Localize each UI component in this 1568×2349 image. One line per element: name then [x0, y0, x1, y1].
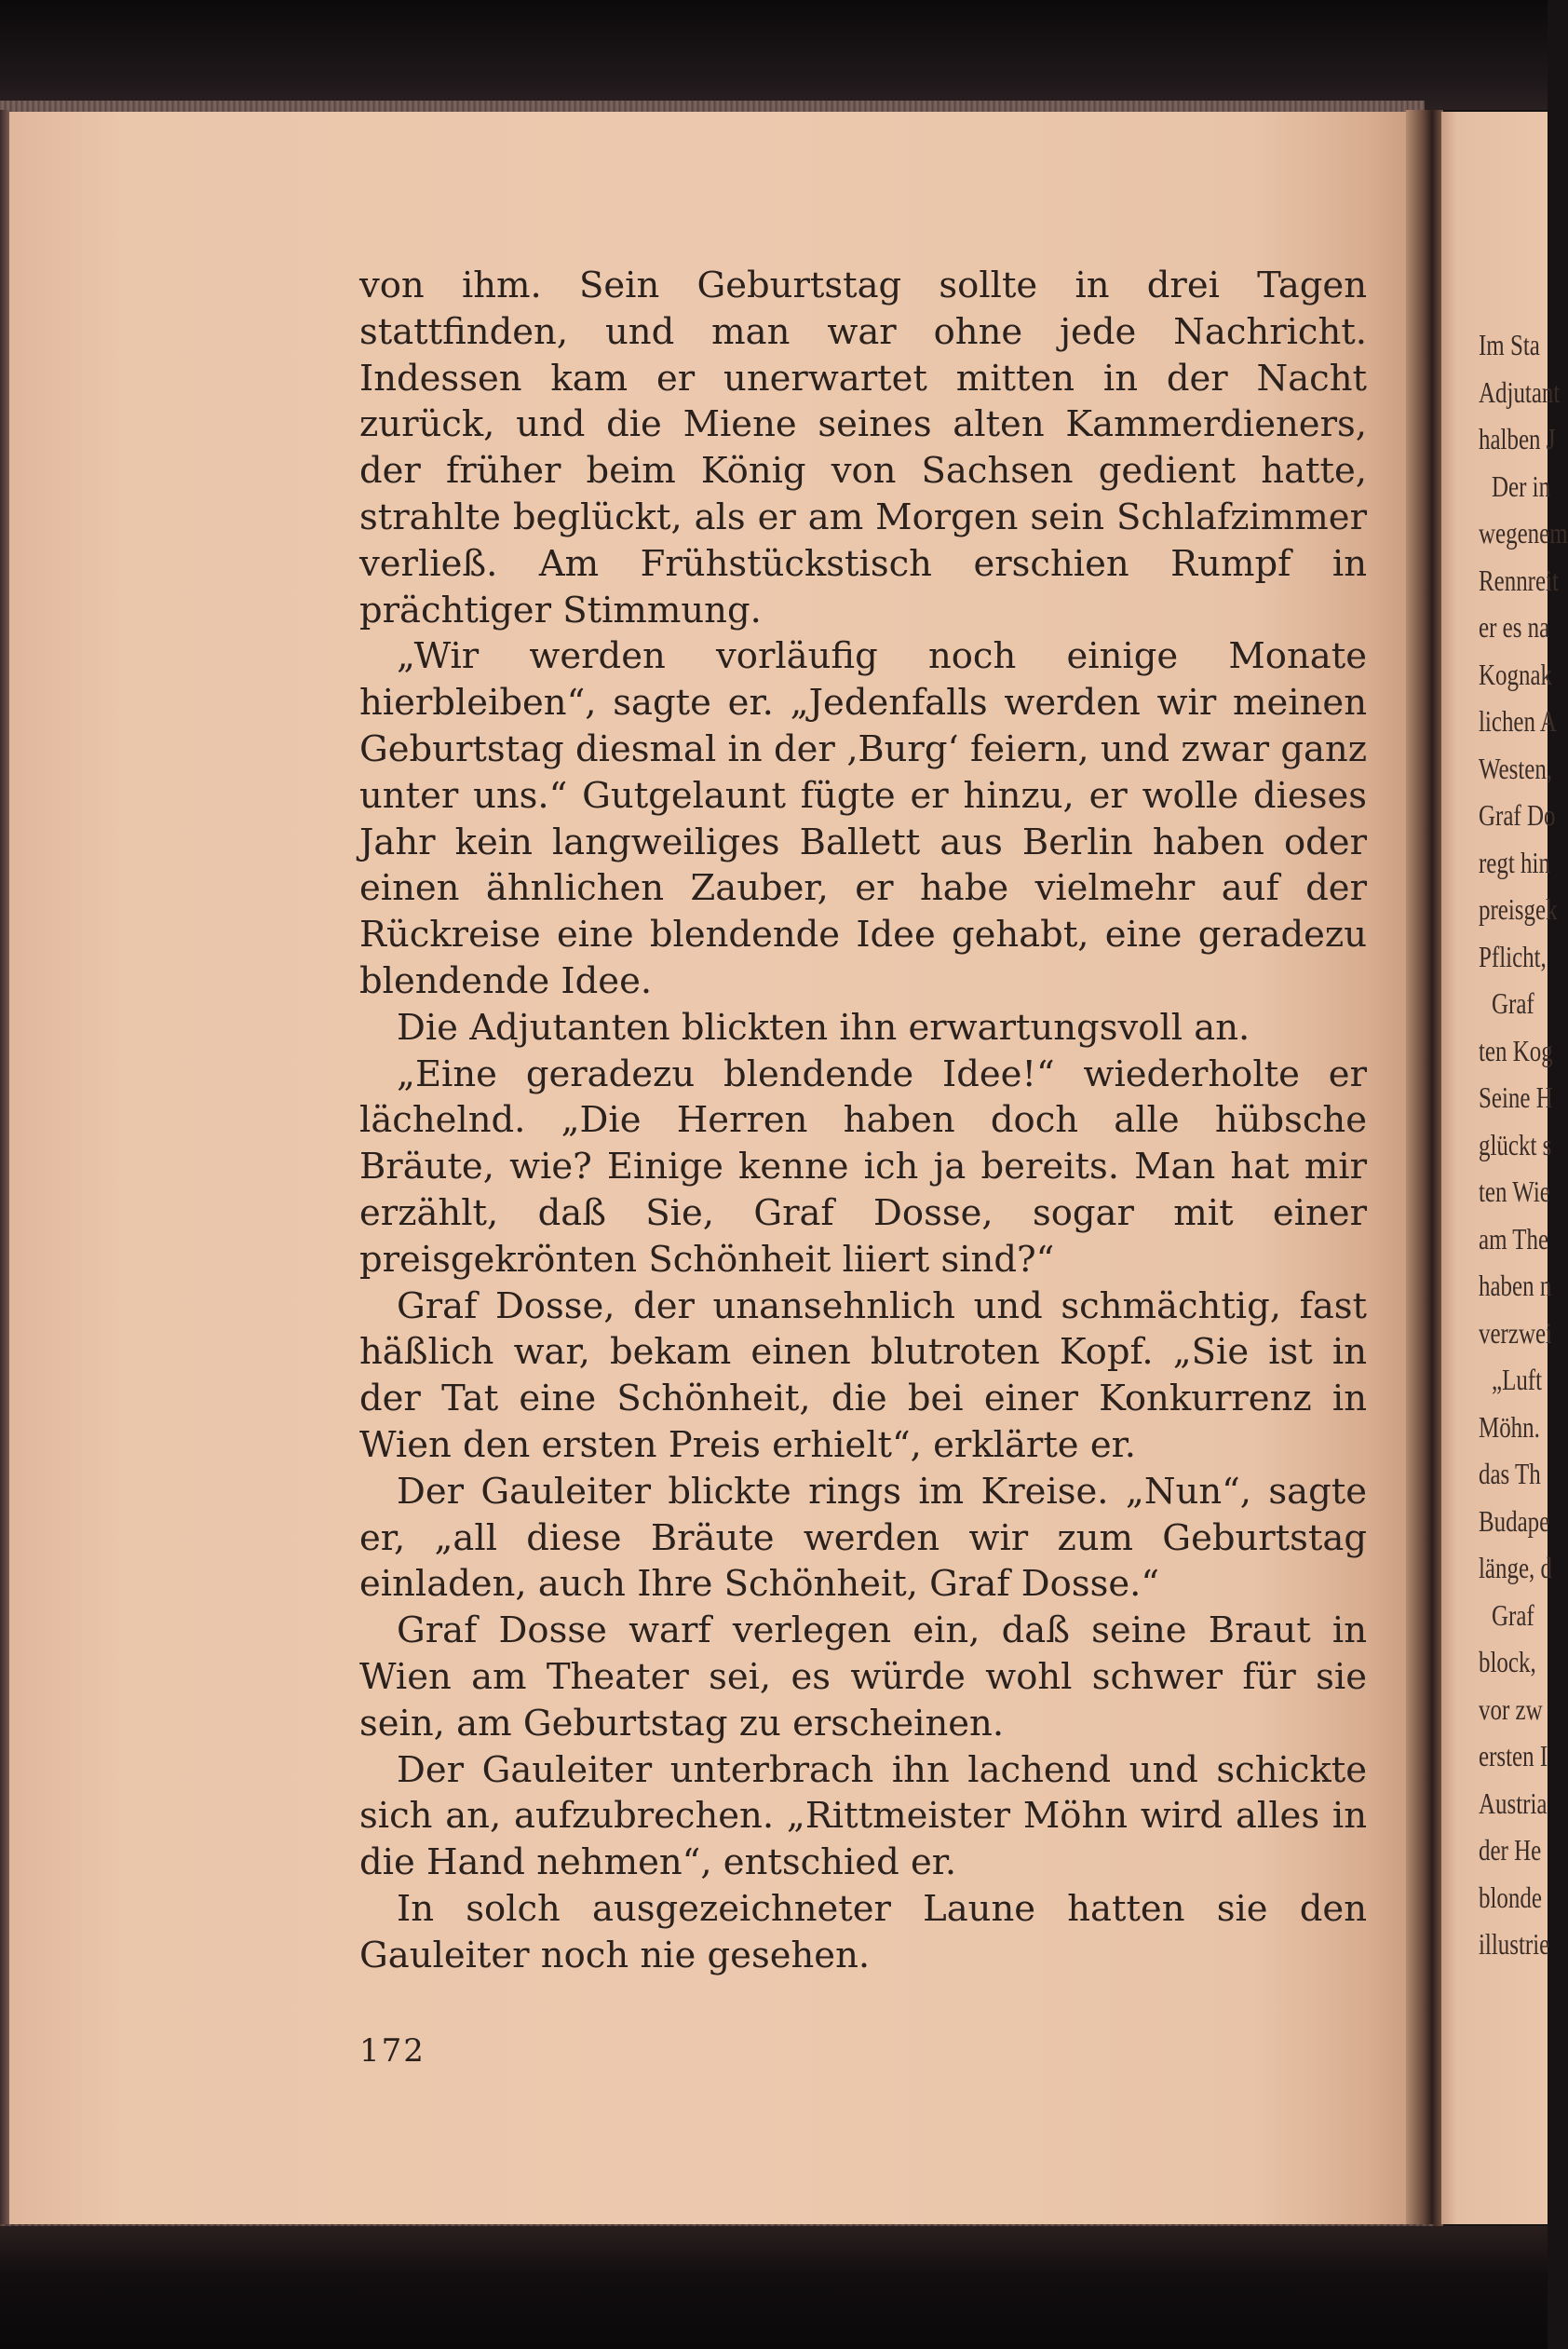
facing-page-fragment: Graf [1492, 1597, 1534, 1632]
facing-page-fragment: „Luft [1492, 1363, 1543, 1396]
facing-page-fragment: das Th [1479, 1457, 1541, 1490]
paragraph: In solch ausgezeichneter Laune hatten sie den Gauleiter noch nie gesehen. [359, 1887, 1367, 1976]
facing-page-fragment: ten Kog [1479, 1033, 1553, 1067]
facing-page-fragment: er es na [1479, 610, 1550, 644]
facing-page-fragment: Westen, [1479, 751, 1553, 785]
facing-page-fragment: block, [1479, 1645, 1536, 1678]
facing-page-fragment: Rennreit [1479, 563, 1559, 597]
facing-page-fragment: blonde [1479, 1880, 1542, 1914]
facing-page-fragment: glückt s [1479, 1127, 1552, 1161]
book-gutter [1406, 110, 1443, 2226]
facing-page-fragment: der He [1479, 1833, 1542, 1867]
facing-page-fragment: länge, d [1479, 1551, 1553, 1584]
book-cover-edge-left [0, 110, 9, 2226]
facing-page-fragment: vor zw [1479, 1691, 1543, 1726]
paragraph: „Eine geradezu blendende Idee!“ wiederholte er lächelnd. „Die Herren haben doch alle hübsche Bräute, wie? Einige kenne ich ja bereits. Man hat mir erzählt, daß Sie, Graf Dosse, sogar mit einer preisgekrönten Schönheit liiert sind?“ [359, 1052, 1367, 1281]
facing-page-fragment: Budape [1479, 1503, 1550, 1538]
paragraph: Der Gauleiter blickte rings im Kreise. „Nun“, sagte er, „all diese Bräute werden wir zum Geburtstag einladen, auch Ihre Schönheit, Graf Dosse.“ [359, 1470, 1367, 1606]
facing-page-fragment: Kognak [1479, 657, 1553, 691]
facing-page-fragment: halben J [1479, 422, 1556, 455]
facing-page-fragment: Austria [1479, 1786, 1548, 1820]
facing-page-fragment: Möhn. [1479, 1409, 1540, 1444]
background-top [0, 0, 1548, 110]
facing-page-fragment: Seine H [1479, 1080, 1553, 1114]
facing-page-fragment: Im Sta [1479, 328, 1540, 361]
facing-page-fragment: haben n [1479, 1269, 1552, 1302]
facing-page-fragment: preisgek [1479, 892, 1558, 926]
page-text [359, 263, 1367, 1978]
facing-page-fragment: wegenem [1479, 516, 1568, 550]
paragraph: „Wir werden vorläufig noch einige Monate hierbleiben“, sagte er. „Jedenfalls werden wir meinen Geburtstag diesmal in der ‚Burg‘ feiern, und zwar ganz unter uns.“ Gutgelaunt fügte er hinzu, er wolle dieses Jahr kein langweiliges Ballett aus Berlin haben oder einen ähnlichen Zauber, er habe vielmehr auf der Rückreise eine blendende Idee gehabt, eine geradezu blendende Idee. [359, 635, 1367, 1002]
paragraph: Der Gauleiter unterbrach ihn lachend und schickte sich an, aufzubrechen. „Rittmeister Möhn wird alles in die Hand nehmen“, entschied er. [359, 1748, 1367, 1884]
facing-page-fragment: ten Wie [1479, 1174, 1550, 1208]
facing-page-fragment: Adjutant [1479, 374, 1561, 409]
page-number: 172 [359, 2032, 426, 2070]
background-bottom [0, 2226, 1548, 2349]
paragraph: Graf Dosse warf verlegen ein, daß seine Braut in Wien am Theater sei, es würde wohl schwer für sie sein, am Geburtstag zu erscheinen. [359, 1609, 1367, 1745]
facing-page-fragment: Graf [1492, 986, 1534, 1020]
facing-page-fragment: lichen A [1479, 704, 1557, 738]
facing-page-fragment: Graf Do [1479, 798, 1556, 832]
facing-page-fragment: verzwei [1479, 1315, 1552, 1350]
facing-page-fragment: Der in [1492, 468, 1551, 503]
paragraph: Graf Dosse, der unansehnlich und schmächtig, fast häßlich war, bekam einen blutroten Kopf. „Sie ist in der Tat eine Schönheit, die bei einer Konkurrenz in Wien den ersten Preis erhielt“, erklärte er. [359, 1284, 1367, 1466]
paragraph: von ihm. Sein Geburtstag sollte in drei Tagen stattfinden, und man war ohne jede Nachricht. Indessen kam er unerwartet mitten in der Nacht zurück, und die Miene seines alten Kammerdieners, der früher beim König von Sachsen gedient hatte, strahlte beglückt, als er am Morgen sein Schlafzimmer verließ. Am Frühstückstisch erschien Rumpf in prächtiger Stimmung. [359, 265, 1367, 631]
facing-page-fragment: ersten I [1479, 1739, 1548, 1772]
facing-page-fragment: illustrie [1479, 1927, 1550, 1961]
facing-page-text [1479, 328, 1568, 2004]
facing-page-fragment: regt hin [1479, 845, 1550, 879]
facing-page-fragment: Pflicht, [1479, 939, 1547, 973]
paragraph: Die Adjutanten blickten ihn erwartungsvoll an. [397, 1006, 1250, 1049]
facing-page-fragment: am The [1479, 1221, 1549, 1256]
